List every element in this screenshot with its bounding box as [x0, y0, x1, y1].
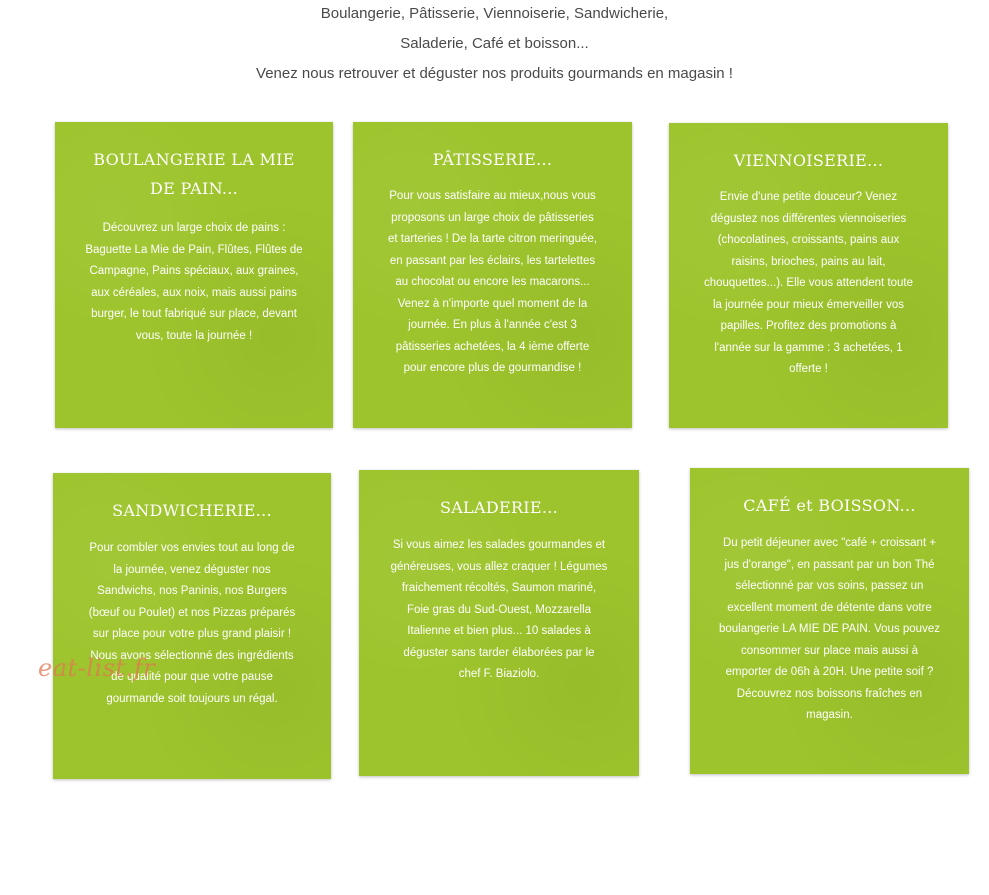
- card-text-line: raisins, brioches, pains au lait,: [731, 255, 886, 268]
- card-text-line: dégustez nos différentes viennoiseries: [710, 212, 907, 225]
- card-text: [710, 533, 949, 727]
- card-text-line: généreuses, vous allez craquer ! Légumes: [390, 560, 608, 573]
- card-text-line: Si vous aimez les salades gourmandes et: [392, 539, 606, 551]
- card-text-line: la journée, venez déguster nos: [113, 563, 271, 576]
- intro-line-3: Venez nous retrouver et déguster nos produits gourmands en magasin !: [256, 65, 733, 82]
- card-text-line: Italienne et bien plus... 10 salades à: [407, 625, 591, 637]
- card-title-line: CAFÉ et BOISSON...: [743, 496, 916, 515]
- card-text-line: Sandwichs, nos Paninis, nos Burgers: [97, 585, 287, 597]
- card-text-line: (chocolatines, croissants, pains aux: [717, 234, 900, 246]
- card-text-line: papilles. Profitez des promotions à: [720, 320, 897, 332]
- card-title: [689, 146, 928, 175]
- card-text-line: burger, le tout fabriqué sur place, devant: [91, 308, 297, 320]
- card-text-line: excellent moment de détente dans votre: [727, 601, 932, 614]
- card-text-line: sur place pour votre plus grand plaisir !: [92, 628, 292, 640]
- card-title-line: SANDWICHERIE...: [112, 501, 272, 520]
- card-text-line: sélectionné par vos soins, passez un: [735, 580, 924, 592]
- card-sandwicherie: [53, 473, 331, 779]
- card-text-line: en passant par les éclairs, les tartelettes: [389, 254, 596, 267]
- intro-line-2: Saladerie, Café et boisson...: [400, 35, 589, 52]
- card-text-line: fraichement récoltés, Saumon mariné,: [401, 582, 597, 594]
- card-text-line: emporter de 06h à 20H. Une petite soif ?: [725, 666, 934, 678]
- card-text-line: Venez à n'importe quel moment de la: [397, 297, 588, 310]
- card-text-line: Envie d'une petite douceur? Venez: [719, 191, 898, 203]
- card-text-line: au chocolat ou encore les macarons...: [395, 276, 590, 288]
- card-text-line: Nous avons sélectionné des ingrédients: [90, 649, 294, 662]
- card-text-line: chef F. Biaziolo.: [458, 668, 540, 680]
- card-text-line: proposons un large choix de pâtisseries: [391, 211, 594, 224]
- intro-line-1: Boulangerie, Pâtisserie, Viennoiserie, Sandwicherie,: [320, 5, 669, 22]
- card-title-line: SALADERIE...: [439, 498, 559, 517]
- card-text-line: la journée pour mieux émerveiller vos: [712, 298, 905, 311]
- card-text: [689, 187, 928, 381]
- card-text: [73, 538, 311, 710]
- card-viennoiserie: [669, 123, 948, 428]
- card-title: [73, 496, 311, 525]
- card-title: [373, 145, 612, 174]
- card-title: [75, 145, 313, 203]
- card-text-line: chouquettes...). Elle vous attendent toute: [703, 277, 914, 289]
- card-text-line: boulangerie LA MIE DE PAIN. Vous pouvez: [719, 623, 940, 635]
- card-title-line: BOULANGERIE LA MIE: [93, 150, 295, 169]
- card-text-line: Foie gras du Sud-Ouest, Mozzarella: [406, 603, 592, 616]
- card-text-line: pâtisseries achetées, la 4 ième offerte: [395, 340, 590, 353]
- card-text-line: de qualité pour que votre pause: [111, 671, 273, 683]
- card-text-line: consommer sur place mais aussi à: [740, 644, 919, 657]
- card-text-line: Baguette La Mie de Pain, Flûtes, Flûtes de: [85, 243, 303, 256]
- card-title-line: PÂTISSERIE...: [432, 150, 553, 169]
- card-text-line: jus d'orange", en passant par un bon Thé: [724, 558, 935, 571]
- card-cafe-boisson: [690, 468, 969, 774]
- card-title: [379, 493, 619, 522]
- card-text: [373, 186, 612, 380]
- card-text-line: pour encore plus de gourmandise !: [403, 362, 582, 374]
- card-text-line: Pour combler vos envies tout au long de: [89, 542, 295, 554]
- card-text-line: vous, toute la journée !: [135, 329, 253, 342]
- card-text-line: journée. En plus à l'année c'est 3: [408, 319, 577, 331]
- watermark: eat-list.fr: [38, 654, 156, 682]
- card-text-line: magasin.: [806, 709, 853, 721]
- card-text-line: Découvrez un large choix de pains :: [102, 222, 286, 234]
- card-text-line: gourmande soit toujours un régal.: [106, 692, 278, 705]
- card-text-line: Du petit déjeuner avec "café + croissant +: [722, 537, 937, 549]
- card-text-line: (bœuf ou Poulet) et nos Pizzas préparés: [88, 606, 296, 619]
- card-text-line: Campagne, Pains spéciaux, aux graines,: [89, 265, 299, 277]
- card-text: [75, 218, 313, 347]
- card-text-line: Pour vous satisfaire au mieux,nous vous: [389, 190, 596, 202]
- card-text-line: et tarteries ! De la tarte citron meringuée,: [387, 233, 597, 245]
- card-text: [379, 535, 619, 686]
- card-text-line: Découvrez nos boissons fraîches en: [736, 687, 923, 700]
- card-saladerie: [359, 470, 639, 776]
- card-text-line: déguster sans tarder élaborées par le: [403, 646, 595, 659]
- card-text-line: offerte !: [789, 363, 828, 375]
- card-boulangerie: [55, 122, 333, 428]
- card-title: [710, 491, 949, 520]
- card-patisserie: [353, 122, 632, 428]
- card-title-line: DE PAIN...: [150, 179, 238, 198]
- card-text-line: aux céréales, aux noix, mais aussi pains: [91, 286, 297, 299]
- card-title-line: VIENNOISERIE...: [733, 151, 884, 170]
- card-text-line: l'année sur la gamme : 3 achetées, 1: [714, 341, 903, 354]
